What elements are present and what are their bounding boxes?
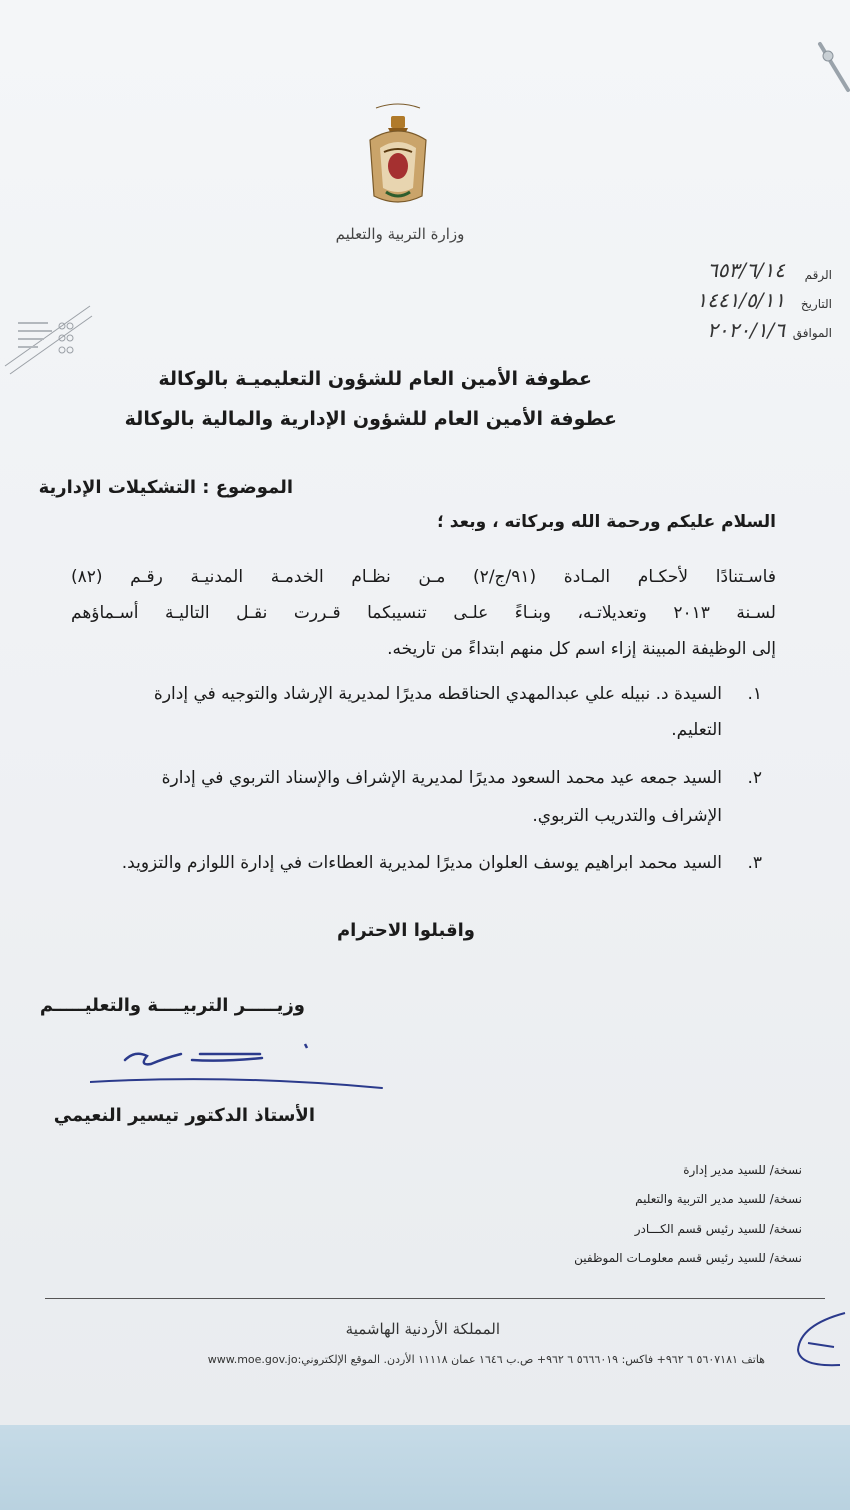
date-value: ١٤٤١/٥/١١ [696, 288, 785, 312]
footer-contact: هاتف ٥٦٠٧١٨١ ٦ ٩٦٢+ فاكس: ٥٦٦٦٠١٩ ٦ ٩٦٢+ ص.ب ١٦٤٦ عمان ١١١١٨ الأردن. الموقع الإلكتروني:www.moe.gov.jo [207, 1353, 765, 1366]
corner-initials [790, 1305, 850, 1375]
addressee-2: عطوفة الأمين العام للشؤون الإدارية والمالية بالوكالة [124, 408, 617, 430]
subject-line: الموضوع : التشكيلات الإدارية [38, 477, 293, 498]
item-text-3: السيد محمد ابراهيم يوسف العلوان مديرًا لمديرية العطاءات في إدارة اللوازم والتزويد. [121, 853, 722, 873]
copy-2: نسخة/ للسيد مدير التربية والتعليم [635, 1192, 802, 1206]
signatory-title: وزيـــــر التربيــــة والتعليـــــم [39, 995, 305, 1016]
item-number-2: ٢. [747, 768, 762, 788]
background-surface [0, 1425, 850, 1510]
copy-1: نسخة/ للسيد مدير إدارة [683, 1163, 802, 1177]
footer-divider [45, 1298, 825, 1299]
item-text-2b: الإشراف والتدريب التربوي. [532, 806, 722, 826]
addressee-1: عطوفة الأمين العام للشؤون التعليميـة بالوكالة [158, 368, 592, 390]
item-number-3: ٣. [747, 853, 762, 873]
footer-country: المملكة الأردنية الهاشمية [345, 1320, 500, 1338]
item-text-1b: التعليم. [671, 720, 722, 740]
royal-crest-icon [358, 100, 438, 210]
copy-3: نسخة/ للسيد رئيس قسم الكـــادر [634, 1222, 802, 1236]
greeting: السلام عليكم ورحمة الله وبركاته ، وبعد ؛ [437, 512, 776, 532]
corresponding-label: الموافق [792, 326, 832, 340]
corresponding-value: ٢٠٢٠/١/٦ [707, 318, 785, 342]
body-line-3: إلى الوظيفة المبينة إزاء اسم كل منهم ابتداءً من تاريخه. [387, 639, 776, 659]
pen-icon [814, 38, 850, 98]
item-text-2: السيد جمعه عيد محمد السعود مديرًا لمديرية الإشراف والإسناد التربوي في إدارة [161, 768, 722, 788]
body-line-2: لسـنة ٢٠١٣ وتعديلاتـه، وبنـاءً علـى تنسيبكما قـررت نقـل التاليـة أسـماؤهم [71, 603, 776, 623]
item-text-1: السيدة د. نبيله علي عبدالمهدي الحناقطه مديرًا لمديرية الإرشاد والتوجيه في إدارة [153, 684, 722, 704]
copy-4: نسخة/ للسيد رئيس قسم معلومـات الموظفين [574, 1251, 802, 1265]
closing: واقبلوا الاحترام [336, 920, 475, 941]
ministry-header: وزارة التربية والتعليم [335, 225, 465, 243]
received-stamp [0, 296, 95, 376]
date-label: التاريخ [800, 297, 832, 311]
number-value: ٦٥٣/٦/١٤ [707, 258, 785, 282]
body-line-1: فاسـتنادًا لأحكـام المـادة (٩١/ج/٢) مـن نظـام الخدمـة المدنيـة رقـم (٨٢) [71, 567, 776, 587]
number-label: الرقم [804, 268, 832, 282]
item-number-1: ١. [747, 684, 762, 704]
signatory-name: الأستاذ الدكتور تيسير النعيمي [53, 1105, 315, 1126]
handwritten-signature [90, 1030, 390, 1100]
